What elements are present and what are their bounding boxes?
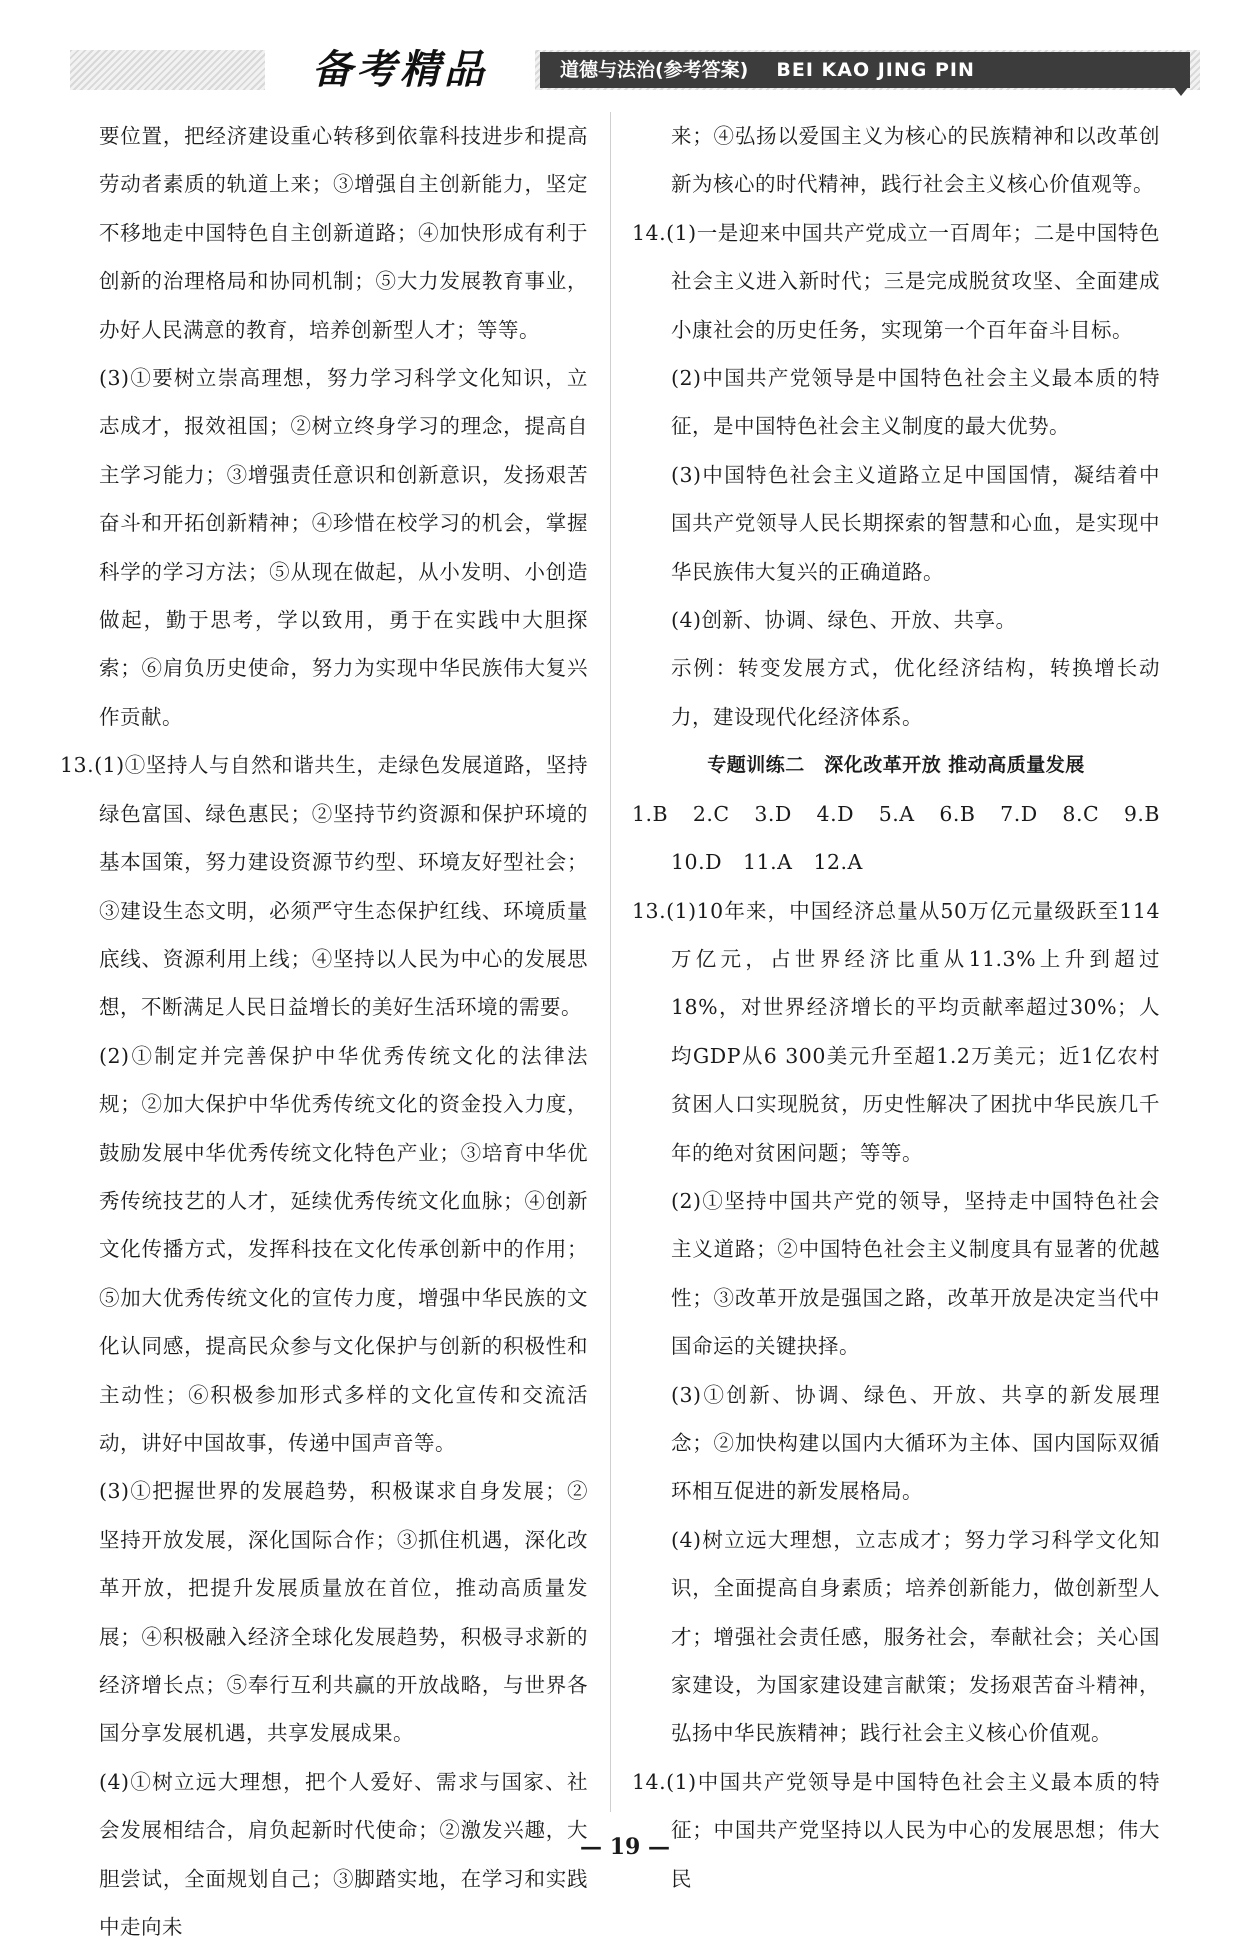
answer-paragraph: 示例：转变发展方式，优化经济结构，转换增长动力，建设现代化经济体系。 [671,656,1160,729]
answer-paragraph: (3)①要树立崇高理想，努力学习科学文化知识，立志成才，报效祖国；②树立终身学习的理念，提高自主学习能力；③增强责任意识和创新意识，发扬艰苦奋斗和开拓创新精神；④珍惜在校学习的机会，掌握科学的学习方法；⑤从现在做起，从小发明、小创造做起，勤于思考，学以致用，勇于在实践中大胆探索；⑥肩负历史使命，努力为实现中华民族伟大复兴作贡献。 [99,366,588,729]
answer-paragraph: 要位置，把经济建设重心转移到依靠科技进步和提高劳动者素质的轨道上来；③增强自主创新能力，坚定不移地走中国特色自主创新道路；④加快形成有利于创新的治理格局和协同机制；⑤大力发展教育事业，办好人民满意的教育，培养创新型人才；等等。 [99,124,588,342]
answer-paragraph: (2)中国共产党领导是中国特色社会主义最本质的特征，是中国特色社会主义制度的最大优势。 [671,366,1160,439]
answer-paragraph: 来；④弘扬以爱国主义为核心的民族精神和以改革创新为核心的时代精神，践行社会主义核心价值观等。 [671,124,1160,197]
answer-paragraph: 13.(1)①坚持人与自然和谐共生，走绿色发展道路，坚持绿色富国、绿色惠民；②坚持节约资源和保护环境的基本国策，努力建设资源节约型、环境友好型社会；③建设生态文明，必须严守生态保护红线、环境质量底线、资源利用上线；④坚持以人民为中心的发展思想，不断满足人民日益增长的美好生活环境的需要。 [60,753,588,1020]
section-heading: 专题训练二 深化改革开放 推动高质量发展 [707,754,1085,777]
answer-paragraph: (3)①创新、协调、绿色、开放、共享的新发展理念；②加快构建以国内大循环为主体、国内国际双循环相互促进的新发展格局。 [671,1382,1160,1504]
answer-paragraph: 14.(1)中国共产党领导是中国特色社会主义最本质的特征；中国共产党坚持以人民为中心的发展思想；伟大民 [632,1769,1160,1891]
column-divider [610,112,611,1812]
answer-paragraph: (4)①树立远大理想，把个人爱好、需求与国家、社会发展相结合，肩负起新时代使命；②激发兴趣，大胆尝试，全面规划自己；③脚踏实地，在学习和实践中走向未 [99,1769,588,1940]
header-pinyin: BEI KAO JING PIN [776,59,975,81]
answer-paragraph: 13.(1)10年来，中国经济总量从50万亿元量级跃至114万亿元，占世界经济比重从11.3%上升到超过18%，对世界经济增长的平均贡献率超过30%；人均GDP从6 300美元升至超1.2万美元；近1亿农村贫困人口实现脱贫，历史性解决了困扰中华民族几千年的绝对贫困问题；等等。 [632,898,1160,1165]
answer-paragraph: (3)①把握世界的发展趋势，积极谋求自身发展；②坚持开放发展，深化国际合作；③抓住机遇，深化改革开放，把提升发展质量放在首位，推动高质量发展；④积极融入经济全球化发展趋势，积极寻求新的经济增长点；⑤奉行互利共赢的开放战略，与世界各国分享发展机遇，共享发展成果。 [99,1479,588,1746]
header-title-bar [540,52,1190,88]
header-logo: 备考精品 [265,42,535,98]
choice-answers: 1.B 2.C 3.D 4.D 5.A 6.B 7.D 8.C 9.B 10.D 11.A 12.A [632,801,1160,875]
answer-paragraph: (4)创新、协调、绿色、开放、共享。 [671,608,1017,633]
left-column [60,112,588,1951]
page-number: — 19 — [580,1834,670,1860]
answer-paragraph: (2)①坚持中国共产党的领导，坚持走中国特色社会主义道路；②中国特色社会主义制度具有显著的优越性；③改革开放是强国之路，改革开放是决定当代中国命运的关键抉择。 [671,1188,1160,1359]
page-header [70,42,1200,100]
header-subject: 道德与法治(参考答案) [560,59,749,81]
answer-paragraph: 14.(1)一是迎来中国共产党成立一百周年；二是中国特色社会主义进入新时代；三是完成脱贫攻坚、全面建成小康社会的历史任务，实现第一个百年奋斗目标。 [632,220,1160,342]
answer-paragraph: (3)中国特色社会主义道路立足中国国情，凝结着中国共产党领导人民长期探索的智慧和心血，是实现中华民族伟大复兴的正确道路。 [671,462,1160,584]
answer-paragraph: (2)①制定并完善保护中华优秀传统文化的法律法规；②加大保护中华优秀传统文化的资金投入力度，鼓励发展中华优秀传统文化特色产业；③培育中华优秀传统技艺的人才，延续优秀传统文化血脉；④创新文化传播方式，发挥科技在文化传承创新中的作用；⑤加大优秀传统文化的宣传力度，增强中华民族的文化认同感，提高民众参与文化保护与创新的积极性和主动性；⑥积极参加形式多样的文化宣传和交流活动，讲好中国故事，传递中国声音等。 [99,1043,588,1455]
answer-paragraph: (4)树立远大理想，立志成才；努力学习科学文化知识，全面提高自身素质；培养创新能力，做创新型人才；增强社会责任感，服务社会，奉献社会；关心国家建设，为国家建设建言献策；发扬艰苦奋斗精神，弘扬中华民族精神；践行社会主义核心价值观。 [671,1527,1160,1746]
header-pointer [1173,86,1189,96]
right-column [632,112,1160,1903]
